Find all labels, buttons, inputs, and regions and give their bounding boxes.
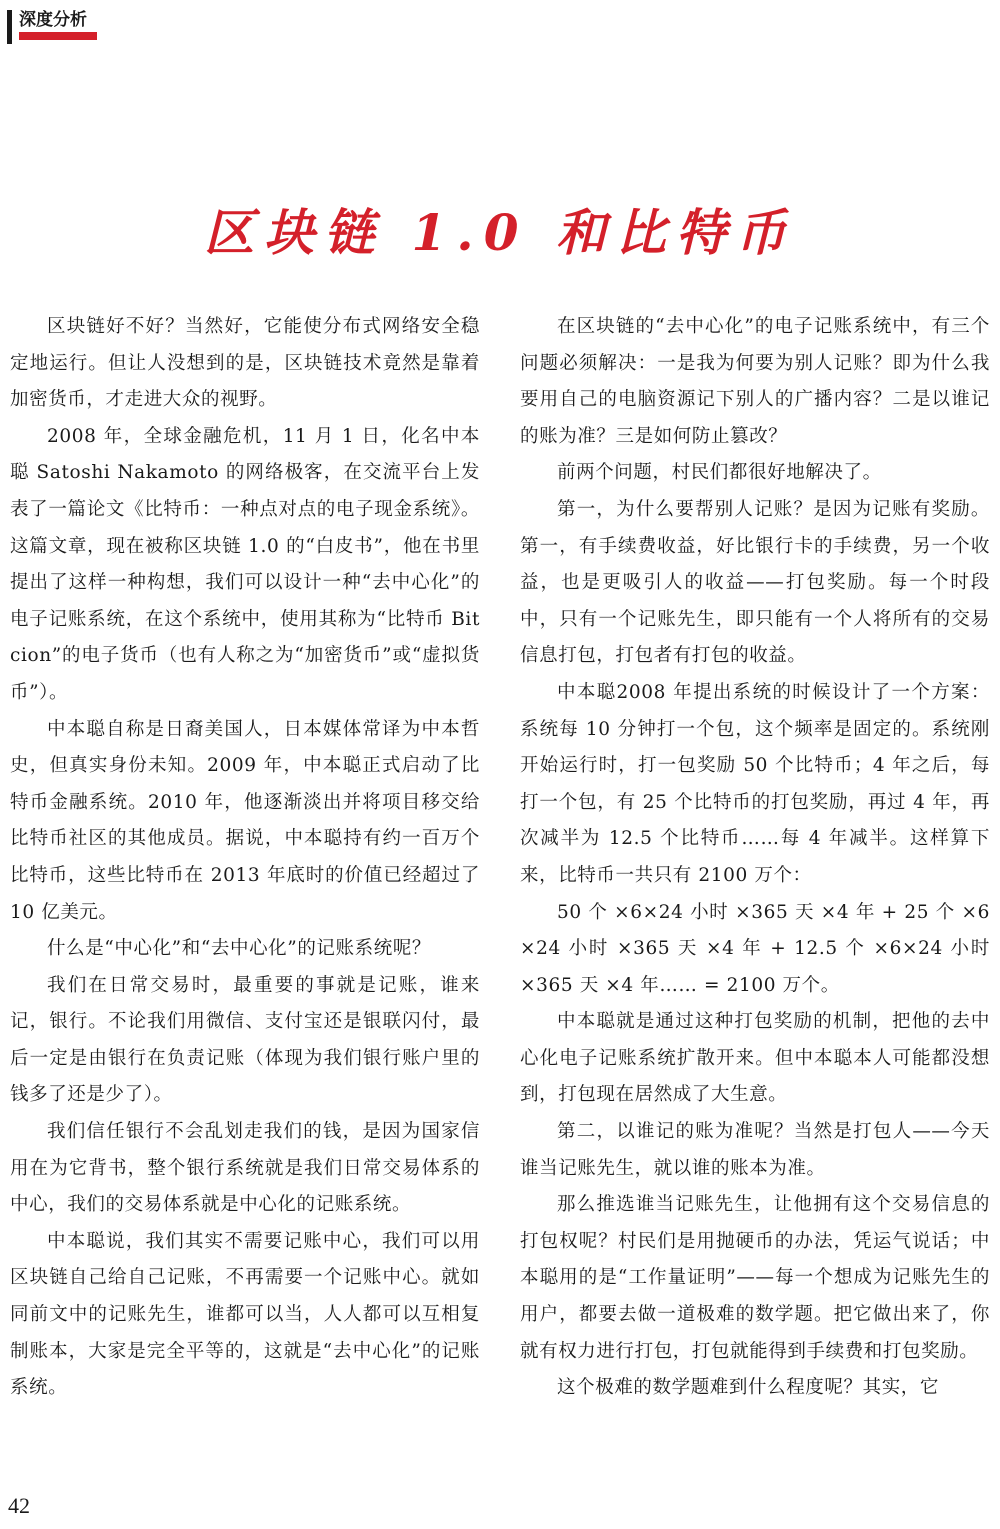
paragraph: 在区块链的“去中心化”的电子记账系统中，有三个问题必须解决：一是我为何要为别人记账？即为什么我要用自己的电脑资源记下别人的广播内容？二是以谁记的账为准？三是如何防止篡改？ <box>520 316 990 447</box>
paragraph: 中本聪2008 年提出系统的时候设计了一个方案：系统每 10 分钟打一个包，这个频率是固定的。系统刚开始运行时，打一包奖励 50 个比特币；4 年之后，每打一个包，有 25 个比特币的打包奖励，再过 4 年，再次减半为 12.5 个比特币……每 4 年减半。这样算下来，比特币一共只有 2100 万个： <box>520 681 990 886</box>
paragraph: 中本聪自称是日裔美国人，日本媒体常译为中本哲史，但真实身份未知。2009 年，中本聪正式启动了比特币金融系统。2010 年，他逐渐淡出并将项目移交给比特币社区的其他成员。据说，中本聪持有约一百万个比特币，这些比特币在 2013 年底时的价值已经超过了 10 亿美元。 <box>10 718 480 923</box>
page-number: 42 <box>8 1493 30 1518</box>
formula-paragraph: 50 个 ×6×24 小时 ×365 天 ×4 年 + 25 个 ×6×24 小时 ×365 天 ×4 年 + 12.5 个 ×6×24 小时 ×365 天 ×4 年…… = 2100 万个。 <box>520 901 990 996</box>
left-column <box>10 309 480 1407</box>
section-tag-bar <box>7 10 12 44</box>
section-tag-label: 深度分析 <box>19 10 87 30</box>
paragraph: 第二，以谁记的账为准呢？当然是打包人——今天谁当记账先生，就以谁的账本为准。 <box>520 1121 990 1179</box>
paragraph: 第一，为什么要帮别人记账？是因为记账有奖励。第一，有手续费收益，好比银行卡的手续费，另一个收益，也是更吸引人的收益——打包奖励。每一个时段中，只有一个记账先生，即只能有一个人将所有的交易信息打包，打包者有打包的收益。 <box>520 498 990 667</box>
paragraph: 那么推选谁当记账先生，让他拥有这个交易信息的打包权呢？村民们是用抛硬币的办法，凭运气说话；中本聪用的是“工作量证明”——每一个想成为记账先生的用户，都要去做一道极难的数学题。把它做出来了，你就有权力进行打包，打包就能得到手续费和打包奖励。 <box>520 1194 990 1362</box>
paragraph: 前两个问题，村民们都很好地解决了。 <box>557 462 882 484</box>
paragraph: 我们在日常交易时，最重要的事就是记账，谁来记，银行。不论我们用微信、支付宝还是银联闪付，最后一定是由银行在负责记账（体现为我们银行账户里的钱多了还是少了）。 <box>10 974 480 1106</box>
right-column <box>520 309 990 1407</box>
paragraph: 我们信任银行不会乱划走我们的钱，是因为国家信用在为它背书，整个银行系统就是我们日常交易体系的中心，我们的交易体系就是中心化的记账系统。 <box>10 1121 480 1216</box>
paragraph: 中本聪就是通过这种打包奖励的机制，把他的去中心化电子记账系统扩散开来。但中本聪本人可能都没想到，打包现在居然成了大生意。 <box>520 1011 990 1106</box>
paragraph: 区块链好不好？当然好，它能使分布式网络安全稳定地运行。但让人没想到的是，区块链技术竟然是靠着加密货币，才走进大众的视野。 <box>10 316 480 411</box>
section-tag <box>7 10 97 44</box>
paragraph: 中本聪说，我们其实不需要记账中心，我们可以用区块链自己给自己记账，不再需要一个记账中心。就如同前文中的记账先生，谁都可以当，人人都可以互相复制账本，大家是完全平等的，这就是“去中心化”的记账系统。 <box>10 1230 480 1399</box>
paragraph: 2008 年，全球金融危机，11 月 1 日，化名中本聪 Satoshi Nakamoto 的网络极客，在交流平台上发表了一篇论文《比特币：一种点对点的电子现金系统》。这篇文章，现在被称区块链 1.0 的“白皮书”，他在书里提出了这样一种构想，我们可以设计一种“去中心化”的电子记账系统，在这个系统中，使用其称为“比特币 Bitcion”的电子货币（也有人称之为“加密货币”或“虚拟货币”）。 <box>10 425 480 703</box>
paragraph: 这个极难的数学题难到什么程度呢？其实，它 <box>557 1377 940 1399</box>
section-tag-underline <box>19 32 97 40</box>
paragraph: 什么是“中心化”和“去中心化”的记账系统呢？ <box>47 938 432 960</box>
article-title: 区块链 1.0 和比特币 <box>204 203 796 262</box>
